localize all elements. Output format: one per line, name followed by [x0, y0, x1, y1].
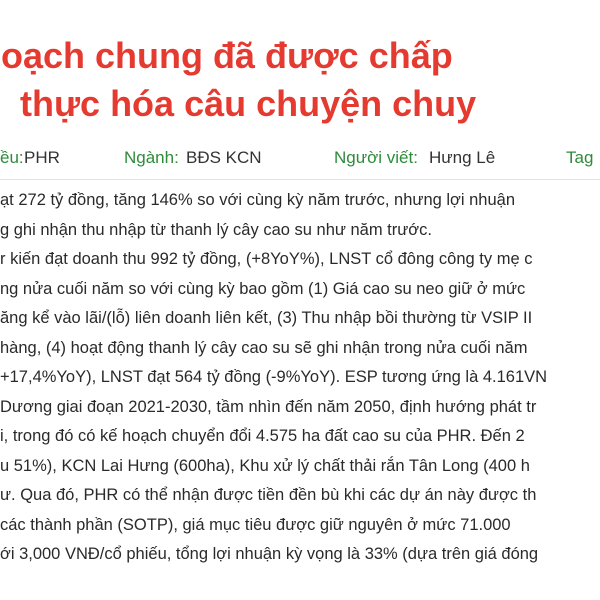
- body-line: các thành phần (SOTP), giá mục tiêu được giữ nguyên ở mức 71.000: [0, 515, 511, 534]
- body-line: r kiến đạt doanh thu 992 tỷ đồng, (+8YoY%), LNST cổ đông công ty mẹ c: [0, 250, 533, 268]
- ticker-label: ều:: [0, 148, 24, 167]
- sector-label: Ngành:: [124, 148, 179, 167]
- meta-divider: [0, 179, 600, 180]
- body-line: ăng kể vào lãi/(lỗ) liên doanh liên kết, (3) Thu nhập bồi thường từ VSIP II: [0, 309, 533, 327]
- body-line: u 51%), KCN Lai Hưng (600ha), Khu xử lý chất thải rắn Tân Long (400 h: [0, 456, 530, 475]
- article-title-line-1: oạch chung đã được chấp: [1, 35, 453, 76]
- tag-label: Tag: [566, 148, 594, 167]
- body-line: ư. Qua đó, PHR có thể nhận được tiền đền bù khi các dự án này được th: [0, 486, 537, 504]
- article-body: [0, 186, 600, 570]
- body-line: ng nửa cuối năm so với cùng kỳ bao gồm (1) Giá cao su neo giữ ở mức: [0, 279, 526, 298]
- body-line: Dương giai đoạn 2021-2030, tầm nhìn đến năm 2050, định hướng phát tr: [0, 397, 537, 416]
- body-line: ạt 272 tỷ đồng, tăng 146% so với cùng kỳ năm trước, nhưng lợi nhuận: [0, 191, 516, 209]
- sector-link[interactable]: BĐS KCN: [186, 148, 262, 167]
- author-link[interactable]: Hưng Lê: [429, 148, 496, 167]
- author-label: Người viết:: [334, 148, 418, 167]
- article-title-line-2: thực hóa câu chuyện chuy: [20, 83, 477, 124]
- body-line: i, trong đó có kế hoạch chuyển đổi 4.575 ha đất cao su của PHR. Đến 2: [0, 427, 525, 445]
- ticker-link[interactable]: PHR: [24, 148, 60, 167]
- body-line: hàng, (4) hoạt động thanh lý cây cao su sẽ ghi nhận trong nửa cuối năm: [0, 338, 528, 357]
- body-line: +17,4%YoY), LNST đạt 564 tỷ đồng (-9%YoY). ESP tương ứng là 4.161VN: [0, 368, 548, 386]
- body-line: g ghi nhận thu nhập từ thanh lý cây cao su như năm trước.: [0, 220, 432, 239]
- article-meta-bar: [0, 148, 600, 170]
- body-line: ới 3,000 VNĐ/cổ phiếu, tổng lợi nhuận kỳ vọng là 33% (dựa trên giá đóng: [0, 545, 539, 563]
